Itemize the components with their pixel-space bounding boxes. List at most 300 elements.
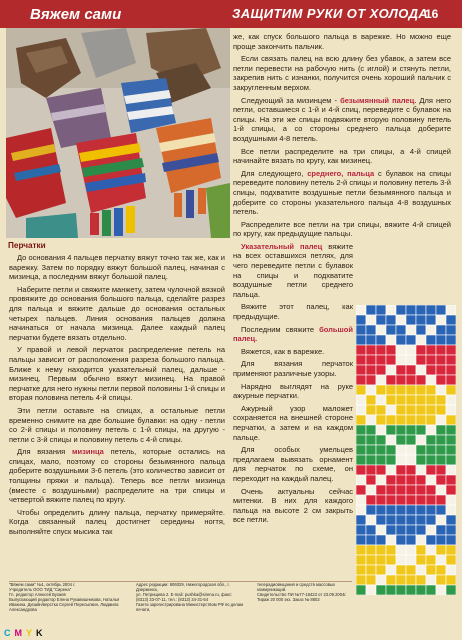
pattern-cell	[446, 485, 456, 495]
pattern-cell	[436, 365, 446, 375]
pattern-cell	[436, 395, 446, 405]
pattern-cell	[446, 375, 456, 385]
imprint-line: Учредитель ООО ТИД "Сирена"	[9, 587, 72, 592]
pattern-cell	[386, 375, 396, 385]
pattern-cell	[376, 435, 386, 445]
pattern-cell	[406, 345, 416, 355]
pattern-cell	[436, 435, 446, 445]
pattern-cell	[416, 435, 426, 445]
pattern-cell	[446, 335, 456, 345]
pattern-cell	[366, 425, 376, 435]
paragraph: Для особых умельцев предлагаем вывязать орнамент для перчаток по схеме, он переходит на каждый палец.	[233, 445, 353, 483]
pattern-cell	[376, 315, 386, 325]
pattern-cell	[416, 565, 426, 575]
pattern-cell	[406, 495, 416, 505]
pattern-cell	[426, 375, 436, 385]
pattern-cell	[416, 365, 426, 375]
pattern-cell	[386, 325, 396, 335]
pattern-cell	[356, 575, 366, 585]
pattern-cell	[356, 495, 366, 505]
pattern-cell	[446, 535, 456, 545]
pattern-cell	[396, 395, 406, 405]
pattern-cell	[356, 505, 366, 515]
pattern-cell	[376, 555, 386, 565]
pattern-cell	[416, 355, 426, 365]
knitting-pattern-chart	[356, 305, 456, 595]
pattern-cell	[436, 535, 446, 545]
pattern-cell	[436, 575, 446, 585]
imprint-line: Свидетельство ПИ №77-18423 от 23.09.2004г.	[257, 592, 347, 597]
pattern-cell	[446, 425, 456, 435]
pattern-cell	[376, 485, 386, 495]
pattern-cell	[356, 315, 366, 325]
pattern-cell	[406, 325, 416, 335]
imprint-line: Тираж 20 000 экз. Заказ № 8602	[257, 597, 320, 602]
article-title: ЗАЩИТИМ РУКИ ОТ ХОЛОДА	[232, 6, 429, 21]
pattern-cell	[406, 565, 416, 575]
pattern-cell	[406, 575, 416, 585]
pattern-cell	[436, 385, 446, 395]
pattern-cell	[396, 525, 406, 535]
pattern-cell	[426, 405, 436, 415]
imprint-left	[9, 582, 129, 612]
pattern-cell	[366, 475, 376, 485]
magenta-mark: M	[14, 627, 22, 638]
paragraph: Очень актуальны сейчас митенки. В них для каждого пальца на высоте 2 см закрыть все петли.	[233, 486, 353, 525]
pattern-cell	[406, 405, 416, 415]
pattern-cell	[416, 405, 426, 415]
pattern-cell	[366, 515, 376, 525]
pattern-cell	[376, 365, 386, 375]
pattern-cell	[426, 475, 436, 485]
pattern-cell	[416, 455, 426, 465]
pattern-cell	[436, 305, 446, 315]
pattern-cell	[406, 465, 416, 475]
pattern-cell	[396, 565, 406, 575]
pattern-cell	[386, 535, 396, 545]
gloves-illustration	[6, 28, 230, 238]
pattern-cell	[386, 385, 396, 395]
highlight-ring-finger: безымянный палец.	[340, 95, 417, 105]
paragraph: Следующий за мизинцем - безымянный палец. Для него петли, оставшиеся с 1-й и 4-й спиц, переведите с булавок на спицы. На эти же спицы подвяжите вторую половину петель 1-й спицы, а со стороны среднего пальца доберите воздушными 4-8 петель.	[233, 95, 451, 143]
pattern-cell	[426, 505, 436, 515]
pattern-cell	[366, 335, 376, 345]
pattern-cell	[356, 425, 366, 435]
black-mark: K	[36, 627, 43, 638]
pattern-cell	[426, 315, 436, 325]
pattern-cell	[386, 455, 396, 465]
pattern-cell	[376, 425, 386, 435]
pattern-cell	[356, 545, 366, 555]
pattern-cell	[356, 395, 366, 405]
imprint-line: (8313) 33-07-11, тел.: (8313) 34-31-54	[136, 597, 209, 602]
pattern-cell	[416, 315, 426, 325]
pattern-cell	[356, 525, 366, 535]
pattern-grid	[356, 305, 456, 595]
pattern-cell	[446, 355, 456, 365]
pattern-cell	[386, 445, 396, 455]
pattern-cell	[356, 565, 366, 575]
pattern-cell	[366, 315, 376, 325]
pattern-cell	[386, 355, 396, 365]
pattern-cell	[386, 565, 396, 575]
pattern-cell	[356, 375, 366, 385]
pattern-cell	[396, 515, 406, 525]
pattern-cell	[446, 415, 456, 425]
paragraph: Эти петли оставьте на спицах, а остальные петли временно снимите на две большие булавки: на одну - петли со 2-й спицы и половину петель с 1-й спицы, на другую - петли с 3-й спицы и половину петель с 4-й спицы.	[9, 405, 225, 444]
pattern-cell	[356, 515, 366, 525]
pattern-cell	[416, 515, 426, 525]
pattern-cell	[386, 435, 396, 445]
pattern-cell	[366, 505, 376, 515]
pattern-cell	[366, 565, 376, 575]
imprint-line: Выпускающий редактор Елена Рукавишникова, Наталья	[9, 597, 120, 602]
pattern-cell	[366, 465, 376, 475]
pattern-cell	[426, 535, 436, 545]
pattern-cell	[416, 585, 426, 595]
pattern-cell	[366, 585, 376, 595]
pattern-cell	[416, 555, 426, 565]
pattern-cell	[426, 485, 436, 495]
pattern-cell	[426, 355, 436, 365]
pattern-cell	[366, 355, 376, 365]
pattern-cell	[436, 455, 446, 465]
imprint-footer	[9, 581, 352, 624]
pattern-cell	[376, 415, 386, 425]
pattern-cell	[436, 345, 446, 355]
pattern-cell	[406, 445, 416, 455]
pattern-cell	[396, 455, 406, 465]
pattern-cell	[356, 355, 366, 365]
pattern-cell	[446, 435, 456, 445]
pattern-cell	[416, 415, 426, 425]
pattern-cell	[356, 305, 366, 315]
paragraph: Все петли распределите на три спицы, а 4-й спицей начинайте вязать по кругу, как мизинец.	[233, 146, 451, 166]
pattern-cell	[426, 425, 436, 435]
pattern-cell	[416, 305, 426, 315]
pattern-cell	[436, 495, 446, 505]
pattern-cell	[386, 485, 396, 495]
pattern-cell	[376, 445, 386, 455]
pattern-cell	[406, 395, 416, 405]
pattern-cell	[426, 385, 436, 395]
pattern-cell	[446, 465, 456, 475]
pattern-cell	[406, 425, 416, 435]
pattern-cell	[406, 385, 416, 395]
pattern-cell	[426, 525, 436, 535]
paragraph: Если связать палец на всю длину без убавок, а затем все петли перевести на рабочую нить (с иглой) и стянуть петли, закрепив нить с изнанки, получится очень хороший пальчик с закругленным верхом.	[233, 54, 451, 92]
pattern-cell	[386, 345, 396, 355]
pattern-cell	[436, 585, 446, 595]
pattern-cell	[386, 505, 396, 515]
pattern-cell	[436, 325, 446, 335]
paragraph: Для вязания перчаток применяют различные узоры.	[233, 359, 353, 378]
pattern-cell	[426, 335, 436, 345]
pattern-cell	[356, 475, 366, 485]
pattern-cell	[436, 375, 446, 385]
pattern-cell	[446, 455, 456, 465]
pattern-cell	[406, 435, 416, 445]
pattern-cell	[436, 415, 446, 425]
pattern-cell	[366, 395, 376, 405]
pattern-cell	[446, 405, 456, 415]
paragraph: же, как спуск большого пальца в варежке. Но можно еще проще закончить пальчик.	[233, 32, 451, 51]
pattern-cell	[396, 315, 406, 325]
pattern-cell	[376, 545, 386, 555]
pattern-cell	[366, 365, 376, 375]
pattern-cell	[416, 395, 426, 405]
pattern-cell	[356, 555, 366, 565]
pattern-cell	[406, 555, 416, 565]
left-column	[9, 253, 225, 540]
pattern-cell	[406, 545, 416, 555]
pattern-cell	[426, 365, 436, 375]
pattern-cell	[426, 565, 436, 575]
pattern-cell	[446, 525, 456, 535]
pattern-cell	[406, 525, 416, 535]
pattern-cell	[406, 455, 416, 465]
pattern-cell	[396, 415, 406, 425]
pattern-cell	[386, 525, 396, 535]
highlight-middle-finger: среднего, пальца	[307, 168, 375, 178]
pattern-cell	[396, 465, 406, 475]
pattern-cell	[396, 375, 406, 385]
paragraph: Распределите все петли на три спицы, вяжите 4-й спицей по кругу, как предыдущие пальцы.	[233, 219, 451, 239]
pattern-cell	[446, 345, 456, 355]
highlight-pinky: мизинца	[71, 447, 104, 457]
pattern-cell	[396, 555, 406, 565]
pattern-cell	[376, 515, 386, 525]
imprint-line: Гл. редактор Алексей Бухаев	[9, 592, 66, 597]
pattern-cell	[406, 485, 416, 495]
pattern-cell	[396, 445, 406, 455]
pattern-cell	[396, 425, 406, 435]
pattern-cell	[386, 395, 396, 405]
pattern-cell	[386, 585, 396, 595]
pattern-cell	[436, 525, 446, 535]
pattern-cell	[376, 325, 386, 335]
pattern-cell	[356, 415, 366, 425]
pattern-cell	[416, 495, 426, 505]
page-number: 16	[425, 7, 439, 21]
narrow-text-block	[233, 242, 353, 525]
pattern-cell	[356, 365, 366, 375]
pattern-cell	[356, 465, 366, 475]
pattern-cell	[366, 435, 376, 445]
pattern-cell	[376, 345, 386, 355]
pattern-cell	[376, 475, 386, 485]
pattern-cell	[376, 505, 386, 515]
pattern-cell	[406, 375, 416, 385]
pattern-cell	[406, 535, 416, 545]
paragraph: Последним свяжите большой палец.	[233, 324, 353, 344]
imprint-line: "Вяжем сами" №1, октябрь 2004 г.	[9, 582, 76, 587]
imprint-middle	[136, 582, 250, 612]
pattern-cell	[396, 485, 406, 495]
pattern-cell	[446, 385, 456, 395]
pattern-cell	[416, 545, 426, 555]
pattern-cell	[386, 425, 396, 435]
pattern-cell	[376, 495, 386, 505]
pattern-cell	[366, 445, 376, 455]
pattern-cell	[446, 365, 456, 375]
pattern-cell	[416, 375, 426, 385]
pattern-cell	[376, 375, 386, 385]
imprint-right	[257, 582, 352, 602]
pattern-cell	[436, 555, 446, 565]
pattern-cell	[366, 575, 376, 585]
pattern-cell	[436, 445, 446, 455]
pattern-cell	[416, 445, 426, 455]
pattern-cell	[446, 545, 456, 555]
paragraph: Для вязания мизинца петель, которые остались на спицах, мало, поэтому со стороны безымянного пальца доберите воздушными 3-6 петель (это количество зависит от толщины пряжи и пальца). Теперь все петли мизинца (вместе с воздушными) распределите на три спицы и четвертой вяжите палец по кругу.	[9, 447, 225, 505]
pattern-cell	[396, 505, 406, 515]
paragraph: Для следующего, среднего, пальца с булавок на спицы переведите половину петель 2-й спицы и половину петель 3-й спицы, подхватите воздушные петли безымянного пальца и доберите со стороны указательного пальца 4-8 воздушных петель.	[233, 168, 451, 217]
imprint-line: телерадиовещания и средств массовых коммуникаций.	[257, 582, 336, 592]
pattern-cell	[366, 305, 376, 315]
pattern-cell	[366, 405, 376, 415]
pattern-cell	[376, 405, 386, 415]
pattern-cell	[366, 415, 376, 425]
pattern-cell	[436, 475, 446, 485]
pattern-cell	[376, 585, 386, 595]
pattern-cell	[366, 545, 376, 555]
pattern-cell	[356, 455, 366, 465]
pattern-cell	[386, 315, 396, 325]
pattern-cell	[406, 335, 416, 345]
pattern-cell	[446, 475, 456, 485]
pattern-cell	[416, 525, 426, 535]
pattern-cell	[356, 385, 366, 395]
pattern-cell	[366, 485, 376, 495]
paragraph: Нарядно выглядят на руке ажурные перчатки.	[233, 381, 353, 401]
paragraph: До основания 4 пальцев перчатку вяжут точно так же, как и варежку. Затем по порядку вяжут большой палец, начиная с мизинца, а последним вяжут большой палец.	[9, 253, 225, 282]
pattern-cell	[406, 305, 416, 315]
pattern-cell	[446, 395, 456, 405]
pattern-cell	[446, 495, 456, 505]
pattern-cell	[366, 385, 376, 395]
pattern-cell	[416, 485, 426, 495]
pattern-cell	[356, 535, 366, 545]
pattern-cell	[406, 505, 416, 515]
pattern-cell	[426, 305, 436, 315]
pattern-cell	[366, 535, 376, 545]
pattern-cell	[376, 465, 386, 475]
pattern-cell	[396, 305, 406, 315]
pattern-cell	[356, 485, 366, 495]
pattern-cell	[426, 545, 436, 555]
pattern-cell	[416, 325, 426, 335]
pattern-cell	[386, 305, 396, 315]
paragraph: Указательный палец вяжите на всех оставшихся петлях, для чего переведите петли с булавок на спицы и подхватите воздушные петли среднего пальца.	[233, 241, 353, 299]
pattern-cell	[356, 585, 366, 595]
section-title: Вяжем сами	[30, 6, 122, 23]
pattern-cell	[386, 495, 396, 505]
pattern-cell	[396, 325, 406, 335]
pattern-cell	[416, 465, 426, 475]
pattern-cell	[446, 565, 456, 575]
pattern-cell	[446, 515, 456, 525]
pattern-cell	[426, 345, 436, 355]
pattern-cell	[396, 345, 406, 355]
pattern-cell	[436, 465, 446, 475]
pattern-cell	[406, 475, 416, 485]
pattern-cell	[436, 355, 446, 365]
pattern-cell	[356, 335, 366, 345]
pattern-cell	[446, 585, 456, 595]
pattern-cell	[386, 575, 396, 585]
pattern-cell	[426, 455, 436, 465]
paragraph: Чтобы определить длину пальца, перчатку примеряйте. Когда связанный палец достигнет середины ногтя, выполняйте спуск мысика так	[9, 507, 225, 537]
pattern-cell	[426, 415, 436, 425]
gloves-photo	[6, 28, 230, 238]
pattern-cell	[376, 455, 386, 465]
pattern-cell	[426, 445, 436, 455]
paragraph: У правой и левой перчаток распределение петель на пальцы зависит от расположения разреза большого пальца. Ближе к нему находится указательный палец, дальше - мизинец. Первым обычно вяжут мизинец. На правой перчатке для него нужны петли первой половины 1-й спицы и вторая половина петель 4-й спицы.	[9, 345, 225, 403]
pattern-cell	[376, 305, 386, 315]
pattern-cell	[396, 405, 406, 415]
pattern-cell	[396, 575, 406, 585]
pattern-cell	[356, 325, 366, 335]
pattern-cell	[386, 465, 396, 475]
pattern-cell	[366, 375, 376, 385]
paragraph: Вяжется, как в варежке.	[241, 346, 325, 356]
pattern-cell	[416, 535, 426, 545]
pattern-cell	[396, 535, 406, 545]
imprint-line: Газета зарегистрирована Министерством РФ по делам печати,	[136, 602, 243, 612]
pattern-cell	[376, 355, 386, 365]
pattern-cell	[406, 315, 416, 325]
pattern-cell	[416, 475, 426, 485]
pattern-cell	[356, 445, 366, 455]
pattern-cell	[426, 585, 436, 595]
pattern-cell	[446, 325, 456, 335]
pattern-cell	[366, 495, 376, 505]
pattern-cell	[376, 565, 386, 575]
pattern-cell	[406, 515, 416, 525]
pattern-cell	[396, 585, 406, 595]
pattern-cell	[356, 435, 366, 445]
pattern-cell	[436, 485, 446, 495]
pattern-cell	[366, 325, 376, 335]
pattern-cell	[386, 515, 396, 525]
pattern-cell	[376, 395, 386, 405]
pattern-cell	[446, 555, 456, 565]
pattern-cell	[446, 575, 456, 585]
pattern-cell	[376, 535, 386, 545]
paragraph: Ажурный узор маложет сохраняется на внешней стороне перчатки, а затем и на каждом пальце.	[233, 403, 353, 442]
imprint-line: Ивакина. Дизайн/верстка Сергей Пересыпкин, Людмила	[9, 602, 119, 607]
pattern-cell	[406, 355, 416, 365]
pattern-cell	[396, 495, 406, 505]
pattern-cell	[386, 545, 396, 555]
pattern-cell	[396, 475, 406, 485]
pattern-cell	[396, 365, 406, 375]
yellow-mark: Y	[26, 627, 33, 638]
pattern-cell	[366, 525, 376, 535]
pattern-cell	[386, 335, 396, 345]
pattern-cell	[396, 435, 406, 445]
pattern-cell	[366, 555, 376, 565]
pattern-cell	[366, 455, 376, 465]
imprint-line: ул. Петрищева 2. E-mail: pushka@sirena.ru, факс:	[136, 592, 233, 597]
paragraph: Наберите петли и свяжите манжету, затем чулочной вязкой провяжите до основания большого пальца, сделайте разрез для пальца и вяжите дальше до основания остальных четырех пальцев. Линия основания пальцев должна начинаться от начала мизинца. Далее каждый палец перчатки будете вязать отдельно.	[9, 284, 225, 342]
paragraph: Вяжите этот палец, как предыдущие.	[233, 302, 353, 322]
pattern-cell	[436, 405, 446, 415]
pattern-cell	[436, 515, 446, 525]
pattern-cell	[386, 365, 396, 375]
pattern-cell	[426, 575, 436, 585]
